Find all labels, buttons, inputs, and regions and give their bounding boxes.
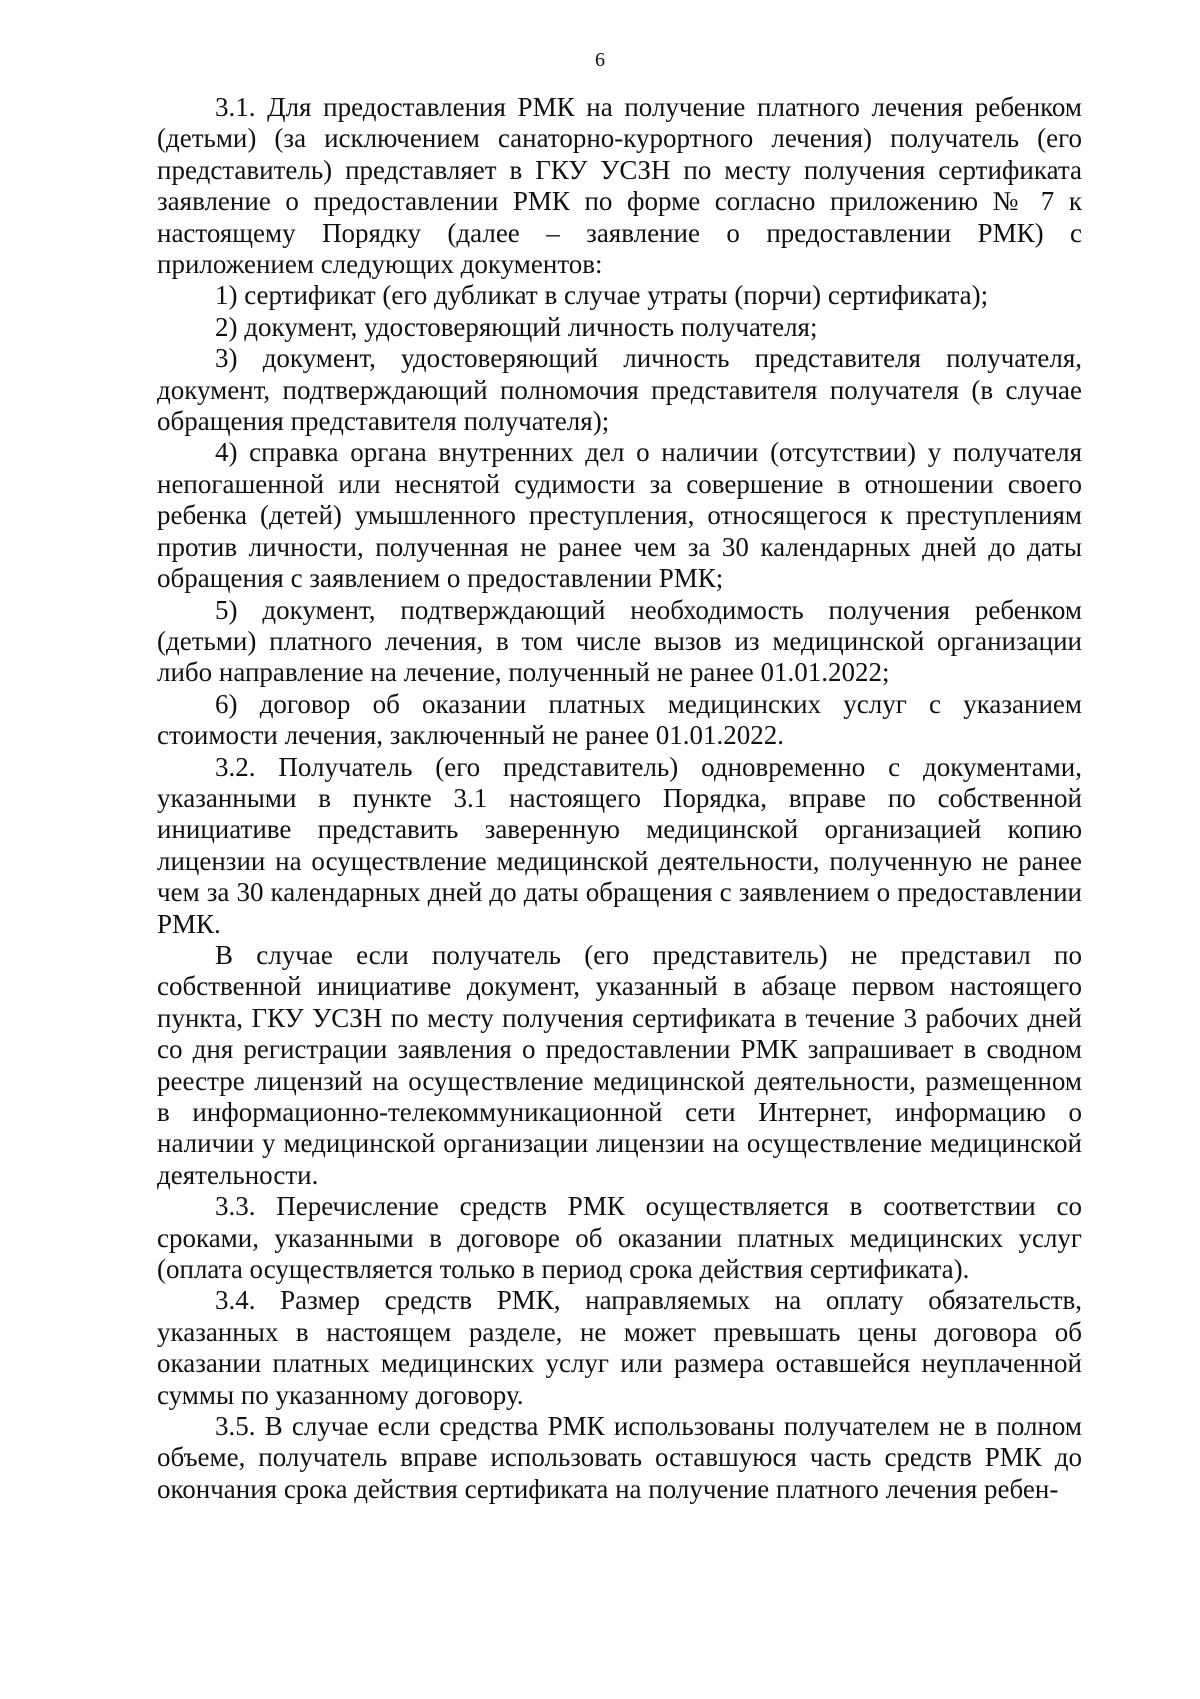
page-number: 6 (595, 49, 605, 71)
list-item-1: 1) сертификат (его дубликат в случае утраты (порчи) сертификата); (215, 280, 989, 311)
list-item-4: 4) справка органа внутренних дел о наличии (отсутствии) у получателя непогашенной или неснятой судимости за совершение в отношении своего ребенка (детей) умышленного преступления, относящегося к преступлениям против личности, полученная не ранее чем за 30 календарных дней до даты обращения с заявлением о предоставлении РМК; (157, 437, 1082, 594)
paragraph-3-2: 3.2. Получатель (его представитель) одновременно с документами, указанными в пункте 3.1 настоящего Порядка, вправе по собственной инициативе представить заверенную медицинской организацией копию лицензии на осуществление медицинской деятельности, полученную не ранее чем за 30 календарных дней до даты обращения с заявлением о предоставлении РМК. (157, 751, 1082, 939)
list-item-6: 6) договор об оказании платных медицинских услуг с указанием стоимости лечения, заключенный не ранее 01.01.2022. (157, 688, 1082, 751)
list-item-3: 3) документ, удостоверяющий личность представителя получателя, документ, подтверждающий полномочия представителя получателя (в случае обращения представителя получателя); (157, 343, 1082, 437)
paragraph-3-2-continued: В случае если получатель (его представитель) не представил по собственной инициативе документ, указанный в абзаце первом настоящего пункта, ГКУ УСЗН по месту получения сертификата в течение 3 рабочих дней со дня регистрации заявления о предоставлении РМК запрашивает в сводном реестре лицензий на осуществление медицинской деятельности, размещенном в информационно-телекоммуникационной сети Интернет, информацию о наличии у медицинской организации лицензии на осуществление медицинской деятельности. (157, 939, 1082, 1190)
paragraph-3-5: 3.5. В случае если средства РМК использованы получателем не в полном объеме, получатель вправе использовать оставшуюся часть средств РМК до окончания срока действия сертификата на получение платного лечения ребен- (157, 1411, 1082, 1504)
paragraph-3-4: 3.4. Размер средств РМК, направляемых на оплату обязательств, указанных в настоящем разделе, не может превышать цены договора об оказании платных медицинских услуг или размера оставшейся неуплаченной суммы по указанному договору. (157, 1285, 1082, 1410)
list-item-5: 5) документ, подтверждающий необходимость получения ребенком (детьми) платного лечения, в том числе вызов из медицинской организации либо направление на лечение, полученный не ранее 01.01.2022; (157, 594, 1082, 688)
list-item-2: 2) документ, удостоверяющий личность получателя; (215, 311, 818, 342)
paragraph-3-3: 3.3. Перечисление средств РМК осуществляется в соответствии со сроками, указанными в договоре об оказании платных медицинских услуг (оплата осуществляется только в период срока действия сертификата). (157, 1191, 1082, 1285)
document-body (157, 92, 1082, 1505)
paragraph-3-1: 3.1. Для предоставления РМК на получение платного лечения ребенком (детьми) (за исключением санаторно-курортного лечения) получатель (его представитель) представляет в ГКУ УСЗН по месту получения сертификата заявление о предоставлении РМК по форме согласно приложению № 7 к настоящему Порядку (далее – заявление о предоставлении РМК) с приложением следующих документов: (157, 92, 1082, 280)
